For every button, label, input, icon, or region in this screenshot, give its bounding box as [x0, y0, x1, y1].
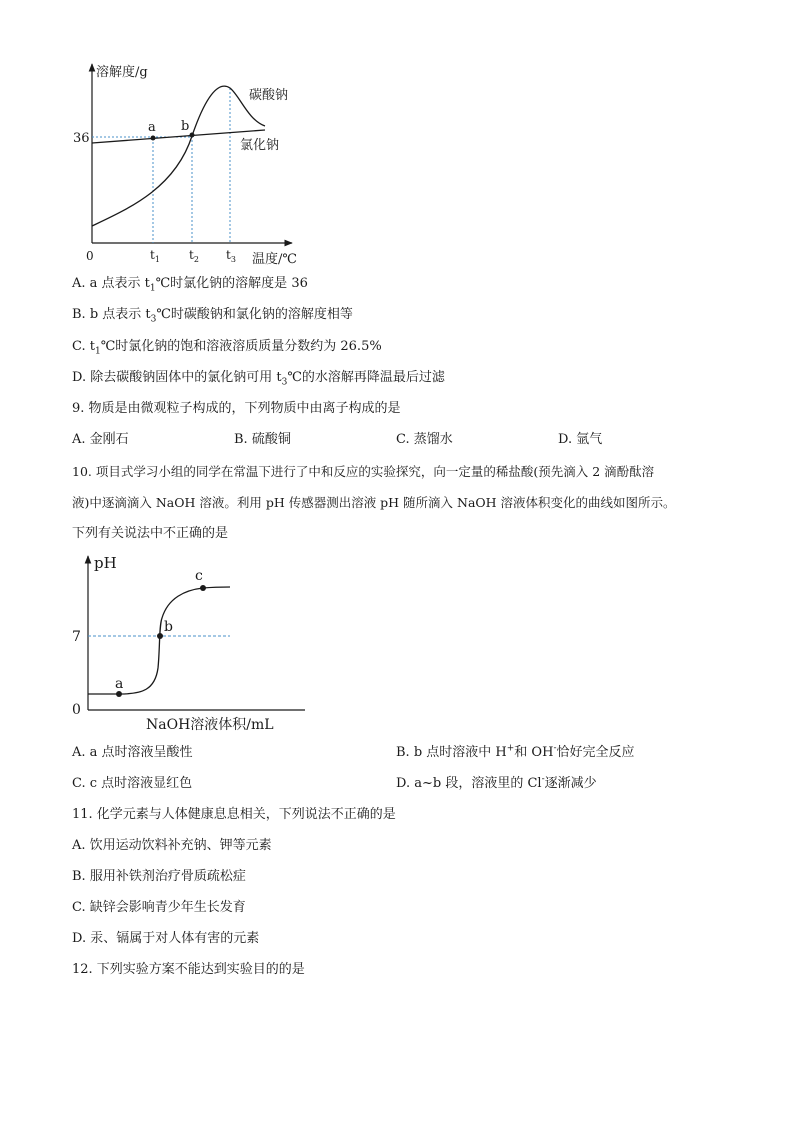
x-axis-label: 温度/℃ [252, 252, 297, 267]
x-tick-t3: $t_3$ [226, 248, 236, 264]
point-a-label: a [148, 120, 156, 135]
q10-stem-line1: 10. 项目式学习小组的同学在常温下进行了中和反应的实验探究，向一定量的稀盐酸(预先滴入 2 滴酚酞溶 [72, 464, 655, 479]
q10-option-a: A. a 点时溶液呈酸性 [72, 745, 193, 760]
q9-option-d: D. 氩气 [558, 432, 603, 447]
point-b [190, 133, 195, 138]
q9-stem: 9. 物质是由微观粒子构成的，下列物质中由离子构成的是 [72, 401, 401, 416]
curve-label-na2co3: 碳酸钠 [249, 88, 289, 103]
point-b-label: b [164, 619, 173, 635]
y-axis-label: pH [94, 554, 117, 572]
y-tick-7: 7 [72, 629, 81, 645]
ph-chart [60, 548, 320, 738]
x-tick-t1: $t_1$ [150, 248, 160, 264]
q10-stem-line2: 液)中逐滴滴入 NaOH 溶液。利用 pH 传感器测出溶液 pH 随所滴入 NaOH 溶液体积变化的曲线如图所示。 [72, 495, 676, 510]
origin-label: 0 [86, 249, 94, 263]
q11-option-a: A. 饮用运动饮料补充钠、钾等元素 [72, 838, 272, 853]
q9-option-a: A. 金刚石 [72, 432, 129, 447]
ph-curve [88, 587, 230, 694]
q11-option-b: B. 服用补铁剂治疗骨质疏松症 [72, 869, 246, 884]
q10-option-c: C. c 点时溶液显红色 [72, 776, 193, 791]
x-tick-t2: $t_2$ [189, 248, 199, 264]
q9-option-c: C. 蒸馏水 [396, 432, 453, 447]
q8-option-a: A. a 点表示 $t_1℃$时氯化钠的溶解度是 36 [72, 276, 308, 294]
q12-stem: 12. 下列实验方案不能达到实验目的的是 [72, 962, 305, 977]
point-b [157, 633, 163, 639]
point-b-label: b [181, 119, 190, 134]
x-axis-label: NaOH溶液体积/mL [146, 717, 274, 733]
q11-option-c: C. 缺锌会影响青少年生长发育 [72, 900, 246, 915]
solubility-chart [60, 58, 310, 268]
q10-stem-line3: 下列有关说法中不正确的是 [72, 526, 229, 541]
q8-option-d: D. 除去碳酸钠固体中的氯化钠可用 $t_3℃$的水溶解再降温最后过滤 [72, 370, 445, 388]
na2co3-curve [92, 86, 265, 226]
origin-label: 0 [72, 702, 81, 718]
q9-option-b: B. 硫酸铜 [234, 432, 291, 447]
q10-option-d: D. a~b 段，溶液里的 Cl-逐渐减少 [396, 774, 597, 791]
q11-stem: 11. 化学元素与人体健康息息相关，下列说法不正确的是 [72, 807, 396, 822]
q11-option-d: D. 汞、镉属于对人体有害的元素 [72, 931, 260, 946]
q10-option-b: B. b 点时溶液中 H+和 OH-恰好完全反应 [396, 743, 635, 760]
point-c [200, 585, 206, 591]
point-c-label: c [195, 568, 203, 584]
y-tick-36: 36 [73, 131, 90, 146]
q8-option-b: B. b 点表示 $t_3℃$时碳酸钠和氯化钠的溶解度相等 [72, 307, 353, 325]
y-axis-label: 溶解度/g [96, 65, 148, 80]
point-a-label: a [115, 676, 124, 692]
curve-label-nacl: 氯化钠 [240, 138, 280, 153]
point-a [151, 136, 156, 141]
q8-option-c: C. $t_1℃$时氯化钠的饱和溶液溶质质量分数约为 26.5% [72, 339, 382, 357]
